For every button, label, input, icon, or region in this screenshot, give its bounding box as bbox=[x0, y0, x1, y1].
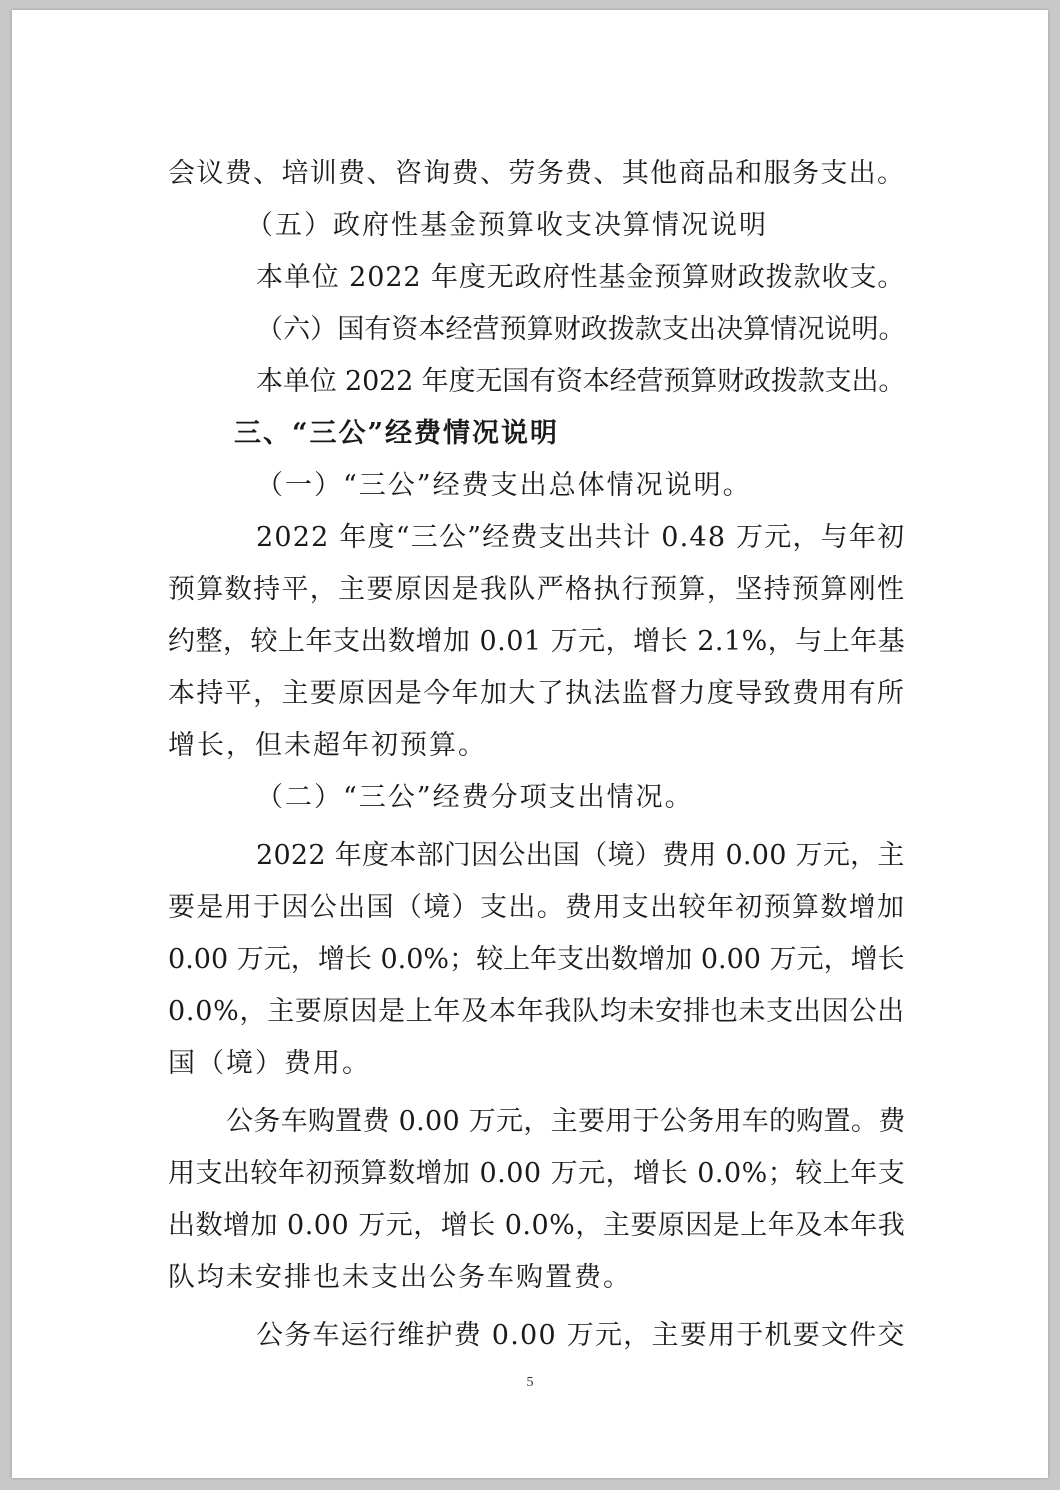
text-line: 约整，较上年支出数增加 0.01 万元，增长 2.1%，与上年基 bbox=[168, 626, 906, 657]
text-line: 会议费、培训费、咨询费、劳务费、其他商品和服务支出。 bbox=[168, 158, 906, 189]
text-line: 本单位 2022 年度无政府性基金预算财政拨款收支。 bbox=[256, 262, 906, 293]
section-heading: 三、“三公”经费情况说明 bbox=[234, 418, 560, 449]
text-line: 公务车购置费 0.00 万元，主要用于公务用车的购置。费 bbox=[226, 1106, 906, 1137]
text-line: 队均未安排也未支出公务车购置费。 bbox=[168, 1262, 632, 1293]
text-line: 公务车运行维护费 0.00 万元，主要用于机要文件交 bbox=[256, 1320, 906, 1351]
document-body bbox=[168, 148, 908, 1362]
text-line: 要是用于因公出国（境）支出。费用支出较年初预算数增加 bbox=[168, 892, 906, 923]
text-line: 增长，但未超年初预算。 bbox=[168, 730, 487, 761]
page-number: 5 bbox=[526, 1375, 534, 1390]
text-line: （一）“三公”经费支出总体情况说明。 bbox=[256, 470, 752, 501]
text-line: （五）政府性基金预算收支决算情况说明 bbox=[246, 210, 768, 241]
text-line: 本单位 2022 年度无国有资本经营预算财政拨款支出。 bbox=[256, 366, 906, 397]
text-line: 0.0%，主要原因是上年及本年我队均未安排也未支出因公出 bbox=[168, 996, 905, 1027]
text-line: 0.00 万元，增长 0.0%；较上年支出数增加 0.00 万元，增长 bbox=[168, 944, 905, 975]
text-line: 2022 年度本部门因公出国（境）费用 0.00 万元，主 bbox=[256, 840, 905, 871]
text-line: 预算数持平，主要原因是我队严格执行预算，坚持预算刚性 bbox=[168, 574, 906, 605]
text-line: 2022 年度“三公”经费支出共计 0.48 万元，与年初 bbox=[256, 522, 906, 553]
text-line: 用支出较年初预算数增加 0.00 万元，增长 0.0%；较上年支 bbox=[168, 1158, 906, 1189]
text-line: （六）国有资本经营预算财政拨款支出决算情况说明。 bbox=[256, 314, 906, 345]
text-line: 出数增加 0.00 万元，增长 0.0%，主要原因是上年及本年我 bbox=[168, 1210, 906, 1241]
text-line: 本持平，主要原因是今年加大了执法监督力度导致费用有所 bbox=[168, 678, 906, 709]
document-page bbox=[12, 10, 1048, 1478]
text-line: 国（境）费用。 bbox=[168, 1048, 371, 1079]
text-line: （二）“三公”经费分项支出情况。 bbox=[256, 782, 694, 813]
